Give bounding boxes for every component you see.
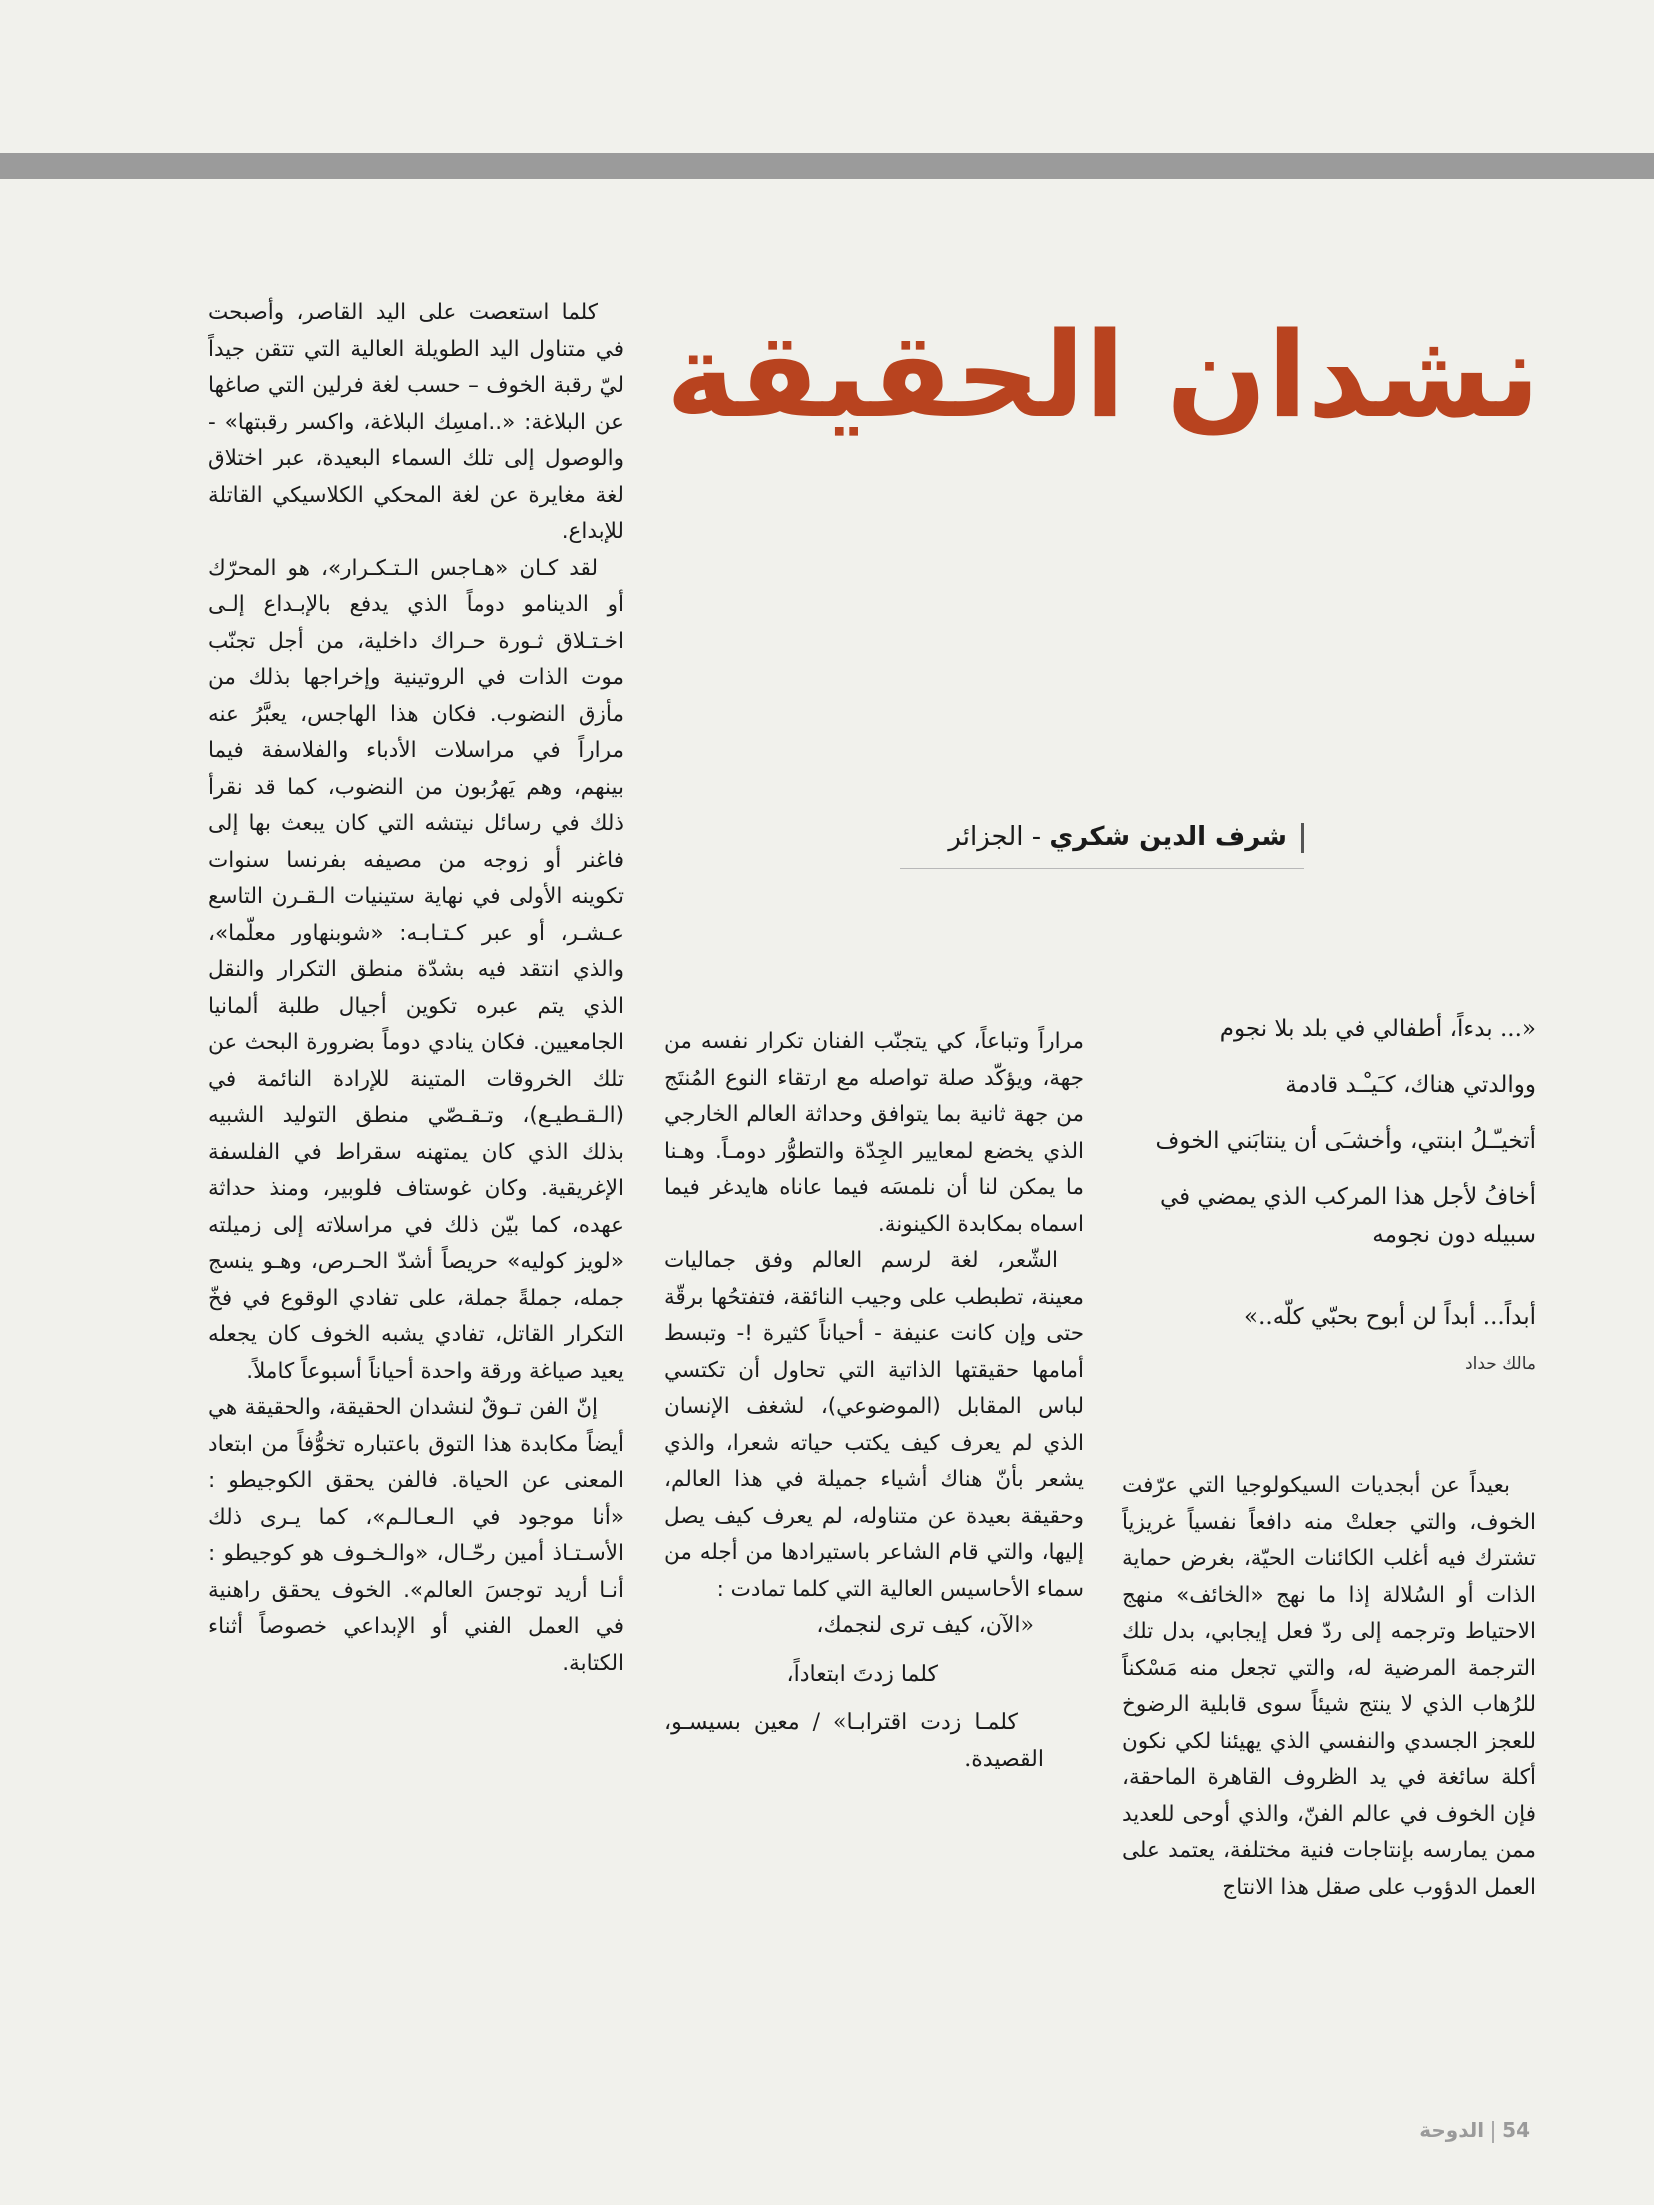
- poem-line: «الآن، كيف ترى لنجمك،: [816, 1613, 1034, 1638]
- page-number: 54: [1502, 2118, 1530, 2142]
- paragraph: لقد كـان «هـاجس الـتـكـرار»، هو المحرّك أو الدينامو دوماً الذي يدفع بالإبـداع إلـى اخـتـلاق ثـورة حـراك داخلية، من أجل تجنّب موت الذات في الروتينية وإخراجها بذلك من مأزق النضوب. فكان هذا الهاجس، يعبَّرُ عنه مراراً في مراسلات الأدباء والفلاسفة فيما بينهم، وهم يَهرُبون من النضوب، كما قد نقرأ ذلك في رسائل نيتشه التي كان يبعث بها إلى فاغنر أو زوجه من مصيفه بفرنسا سنوات تكوينه الأولى في نهاية ستينيات الـقـرن التاسع عـشـر، أو عبر كـتـابـه: «شوبنهاور معلّما»، والذي انتقد فيه بشدّة منطق التكرار والنقل الذي يتم عبره تكوين أجيال طلبة ألمانيا الجامعيين. فكان ينادي دوماً بضرورة البحث عن تلك الخروقات المتينة للإرادة النائمة في (الـقـطيـع)، وتـقـصّي منطق التوليد الشبيه بذلك الذي كان يمتهنه سقراط في الفلسفة الإغريقية. وكان غوستاف فلوبير، ومنذ حداثة عهده، كما بيّن ذلك في مراسلاته إلى زميلته «لويز كوليه» حريصاً أشدّ الحـرص، وهـو ينسج جمله، جملةً جملة، على تفادي الوقوع في فخّ التكرار القاتل، تفادي يشبه الخوف كان يجعله يعيد صياغة ورقة واحدة أحياناً أسبوعاً كاملاً.: [208, 555, 624, 1384]
- epigraph-attribution: مالك حداد: [1465, 1354, 1536, 1374]
- magazine-name: الدوحة: [1419, 2118, 1485, 2142]
- epigraph-line: «... بدءاً، أطفالي في بلد بلا نجوم: [1219, 1016, 1536, 1042]
- poem-line: كلما زدتَ ابتعاداً،: [786, 1661, 938, 1687]
- column-middle: [664, 1024, 1084, 2049]
- footer-divider: [1492, 2121, 1494, 2143]
- page-footer: [1380, 2118, 1530, 2148]
- epigraph-line: أتخيـّـلُ ابنتي، وأخشـَى أن ينتابَني الخوف: [1155, 1128, 1536, 1154]
- poem-line: كلمـا زدت اقترابـا» / معين بسيسـو، القصيدة.: [664, 1710, 1044, 1772]
- epigraph-line: أبداً... أبداً لن أبوح بحبّي كلّه..»: [1244, 1304, 1536, 1330]
- paragraph: الشّعر، لغة لرسم العالم وفق جماليات معينة، تطبطب على وجيب النائقة، فتفتحُها برقّة حتى وإن كانت عنيفة - أحياناً كثيرة !- وتبسط أمامها حقيقتها الذاتية التي تحاول أن تكتسي لباس المقابل (الموضوعي)، لشغف الإنسان الذي لم يعرف كيف يكتب حياته شعرا، والذي يشعر بأنّ هناك أشياء جميلة في هذا العالم، وحقيقة بعيدة عن متناوله، لم يعرف كيف يصل إليها، والتي قام الشاعر باستيرادها من أجله من سماء الأحاسيس العالية التي كلما تمادت :: [664, 1248, 1084, 1602]
- paragraph: كلما استعصت على اليد القاصر، وأصبحت في متناول اليد الطويلة العالية التي تتقن جيداً ليّ رقبة الخوف – حسب لغة فرلين التي صاغها عن البلاغة: «..امسِك البلاغة، واكسر رقبتها» - والوصول إلى تلك السماء البعيدة، عبر اختلاق لغة مغايرة عن لغة المحكي الكلاسيكي القاتلة للإبداع.: [208, 300, 624, 544]
- paragraph: إنّ الفن تـوقٌ لنشدان الحقيقة، والحقيقة هي أيضاً مكابدة هذا التوق باعتباره تخوُّفاً من ابتعاد المعنى عن الحياة. فالفن يحقق الكوجيطو : «أنا موجود في الـعـالـم»، كما يـرى ذلك الأسـتـاذ أمين رحّـال، «والـخـوف هو كوجيطو : أنـا أريد توجسَ العالم». الخوف يحقق راهنية في العمل الفني أو الإبداعي خصوصاً أثناء الكتابة.: [208, 1395, 624, 1676]
- paragraph: بعيداً عن أبجديات السيكولوجيا التي عرّفت الخوف، والتي جعلتْ منه دافعاً نفسياً غريزياً تشترك فيه أغلب الكائنات الحيّة، بغرض حماية الذات أو السُلالة إذا ما نهج «الخائف» منهج الاحتياط وترجمه إلى ردّ فعل إيجابي، بدل تلك الترجمة المرضية له، والتي تجعل منه مَسْكناً للرُهاب الذي لا ينتج شيئاً سوى قابلية الرضوخ للعجز الجسدي والنفسي الذي يهيئنا لكي نكون أكلة سائغة في يد الظروف القاهرة الماحقة، فإن الخوف في عالم الفنّ، والذي أوحى للعديد ممن يمارسه بإنتاجات فنية مختلفة، يعتمد على العمل الدؤوب على صقل هذا الانتاج: [1122, 1473, 1536, 1900]
- article-title: نشدان الحقيقة: [665, 306, 1540, 444]
- epigraph-line: ووالدتي هناك، كـَيـْـد قادمة: [1285, 1072, 1536, 1098]
- epigraph-line: أخافُ لأجل هذا المركب الذي يمضي في سبيله دون نجومه: [1159, 1184, 1536, 1248]
- byline-marker: [1301, 823, 1304, 853]
- byline: [900, 816, 1304, 869]
- paragraph: مراراً وتباعاً، كي يتجنّب الفنان تكرار نفسه من جهة، ويؤكّد صلة تواصله مع ارتقاء النوع المُنتَج من جهة ثانية بما يتوافق وحداثة العالم الخارجي الذي يخضع لمعايير الجِدّة والتطوُّر دومـاً. وهـنا ما يمكن لنا أن نلمسَه فيما عاناه هايدغر فيما اسماه بمكابدة الكينونة.: [664, 1029, 1084, 1237]
- author-location: - الجزائر: [948, 822, 1042, 852]
- epigraph: [1122, 1010, 1536, 1374]
- column-left: [208, 295, 624, 2055]
- top-banner-bar: [0, 153, 1654, 179]
- author-name: شرف الدين شكري: [1049, 822, 1287, 852]
- column-right: [1122, 1468, 1536, 2058]
